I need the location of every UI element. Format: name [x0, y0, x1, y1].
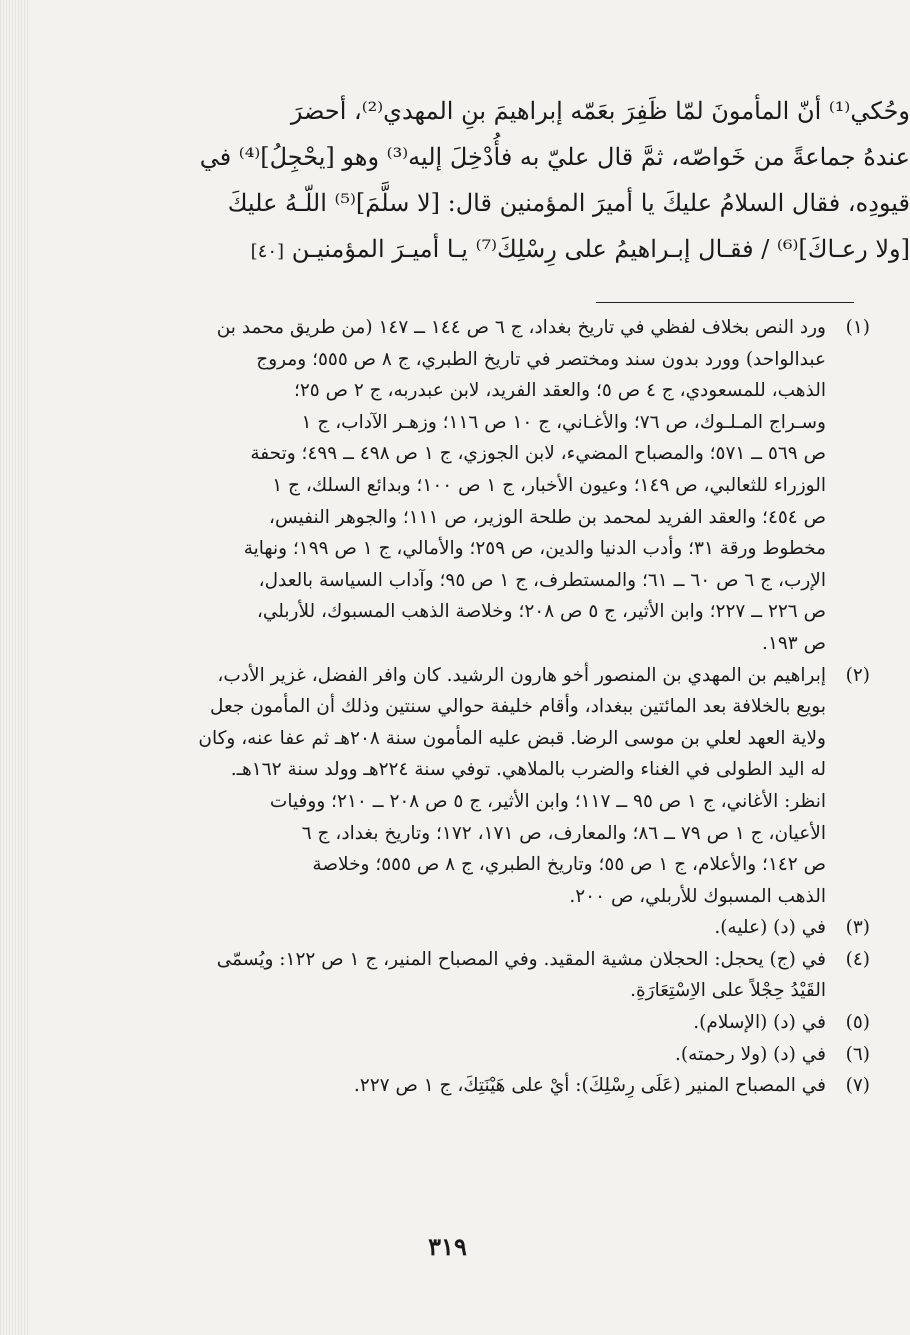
main-line: وحُكي⁽¹⁾ أنّ المأمونَ لمّا ظَفِرَ بعَمّه إبراهيمَ بنِ المهدي⁽²⁾، أحضرَ: [290, 97, 910, 125]
page-number: ٣١٩: [428, 1232, 467, 1261]
main-line: قيودِه، فقال السلامُ عليكَ يا أميرَ المؤمنين قال: [لا سلَّمَ]⁽⁵⁾ اللّـهُ عليكَ: [227, 189, 910, 217]
footnote: [150, 1039, 870, 1071]
footnote-line: وسـراج المـلـوك، ص ٧٦؛ والأغـاني، ج ١٠ ص ١١٦؛ وزهـر الآداب، ج ١: [301, 411, 826, 433]
footnote-line: في (د) (ولا رحمته).: [675, 1043, 826, 1065]
footnote-line: ص ١٤٢؛ والأعلام، ج ١ ص ٥٥؛ وتاريخ الطبري، ج ٨ ص ٥٥٥؛ وخلاصة: [312, 854, 826, 876]
footnote: [150, 1070, 870, 1102]
footnote-line: ص ٤٥٤؛ والعقد الفريد لمحمد بن طلحة الوزير، ص ١١١؛ والجوهر النفيس،: [269, 506, 826, 528]
footnote-line: ص ٢٢٦ ــ ٢٢٧؛ وابن الأثير، ج ٥ ص ٢٠٨؛ وخلاصة الذهب المسبوك، للأربلي،: [256, 601, 826, 623]
footnote-rule: [596, 302, 854, 303]
footnote-line: القَيْدُ حِجْلاً على الاِسْتِعَارَةِ.: [630, 980, 826, 1002]
footnotes: [150, 312, 870, 1102]
footnote-line: الإرب، ج ٦ ص ٦٠ ــ ٦١؛ والمستطرف، ج ١ ص ٩٥؛ وآداب السياسة بالعدل،: [258, 569, 826, 591]
footnote-line: في (د) (عليه).: [714, 917, 826, 939]
footnote: [150, 1007, 870, 1039]
footnote-line: ص ٥٦٩ ــ ٥٧١؛ والمصباح المضيء، لابن الجوزي، ج ١ ص ٤٩٨ ــ ٤٩٩؛ وتحفة: [250, 443, 826, 465]
footnote-line: عبدالواحد) وورد بدون سند ومختصر في تاريخ الطبري، ج ٨ ص ٥٥٥؛ ومروج: [256, 348, 826, 370]
footnote-line: في المصباح المنير (عَلَى رِسْلِكَ): أيْ على هَيْنَتِكَ، ج ١ ص ٢٢٧.: [353, 1075, 826, 1097]
footnote-number: (١): [845, 317, 870, 338]
footnote-line: في (د) (الإسلام).: [693, 1012, 826, 1034]
footnote-number: (٤): [845, 948, 870, 970]
footnote-number: (٦): [845, 1043, 870, 1065]
footnote-line: الذهب المسبوك للأربلي، ص ٢٠٠.: [569, 885, 826, 907]
main-text: [140, 88, 910, 275]
footnote-line: الوزراء للثعالبي، ص ١٤٩؛ وعيون الأخبار، ج ١ ص ١٠٠؛ وبدائع السلك، ج ١: [272, 474, 826, 496]
footnote: [150, 312, 870, 660]
footnote: [150, 660, 870, 913]
footnote: [150, 944, 870, 1007]
page-marker: [٤٠]: [250, 241, 285, 262]
footnote: [150, 912, 870, 944]
main-line-text: [ولا رعـاكَ]⁽⁶⁾ / فقـال إبـراهيمُ على رِسْلِكَ⁽⁷⁾ يـا أميـرَ المؤمنيـن: [291, 235, 910, 263]
footnote-line: الذهب، للمسعودي، ج ٤ ص ٥؛ والعقد الفريد، لابن عبدربه، ج ٢ ص ٢٥؛: [293, 380, 826, 402]
footnote-line: مخطوط ورقة ٣١؛ وأدب الدنيا والدين، ص ٢٥٩؛ والأمالي، ج ١ ص ١٩٩؛ ونهاية: [243, 538, 826, 560]
footnote-line: الأعيان، ج ١ ص ٧٩ ــ ٨٦؛ والمعارف، ص ١٧١، ١٧٢؛ وتاريخ بغداد، ج ٦: [301, 822, 826, 844]
main-line: [140, 226, 910, 275]
footnote-line: في (ج) يحجل: الحجلان مشية المقيد. وفي المصباح المنير، ج ١ ص ١٢٢: ويُسمّى: [216, 948, 826, 970]
main-line: عندهُ جماعةً من خَواصّه، ثمَّ قال عليّ به فأُدْخِلَ إليه⁽³⁾ وهو [يحْجِلُ]⁽⁴⁾ في: [199, 143, 910, 171]
footnote-number: (٥): [845, 1012, 870, 1034]
footnote-number: (٢): [845, 664, 870, 686]
footnote-line: بويع بالخلافة بعد المائتين ببغداد، وأقام خليفة حوالي سنتين وذلك أن المأمون جعل: [209, 696, 826, 718]
footnote-number: (٣): [845, 917, 870, 939]
footnote-line: ص ١٩٣.: [762, 632, 826, 654]
footnote-line: إبراهيم بن المهدي بن المنصور أخو هارون الرشيد. كان وافر الفضل، غزير الأدب،: [217, 664, 826, 686]
footnote-line: ولاية العهد لعلي بن موسى الرضا. قبض عليه المأمون سنة ٢٠٨هـ ثم عفا عنه، وكان: [198, 727, 826, 749]
footnote-line: ورد النص بخلاف لفظي في تاريخ بغداد، ج ٦ ص ١٤٤ ــ ١٤٧ (من طريق محمد بن: [216, 317, 826, 338]
footnote-line: انظر: الأغاني، ج ١ ص ٩٥ ــ ١١٧؛ وابن الأثير، ج ٥ ص ٢٠٨ ــ ٢١٠؛ ووفيات: [269, 790, 826, 812]
footnote-line: له اليد الطولى في الغناء والضرب بالملاهي. توفي سنة ٢٢٤هـ وولد سنة ١٦٢هـ.: [230, 759, 826, 781]
footnote-number: (٧): [845, 1075, 870, 1097]
binding-edge: [0, 0, 28, 1335]
